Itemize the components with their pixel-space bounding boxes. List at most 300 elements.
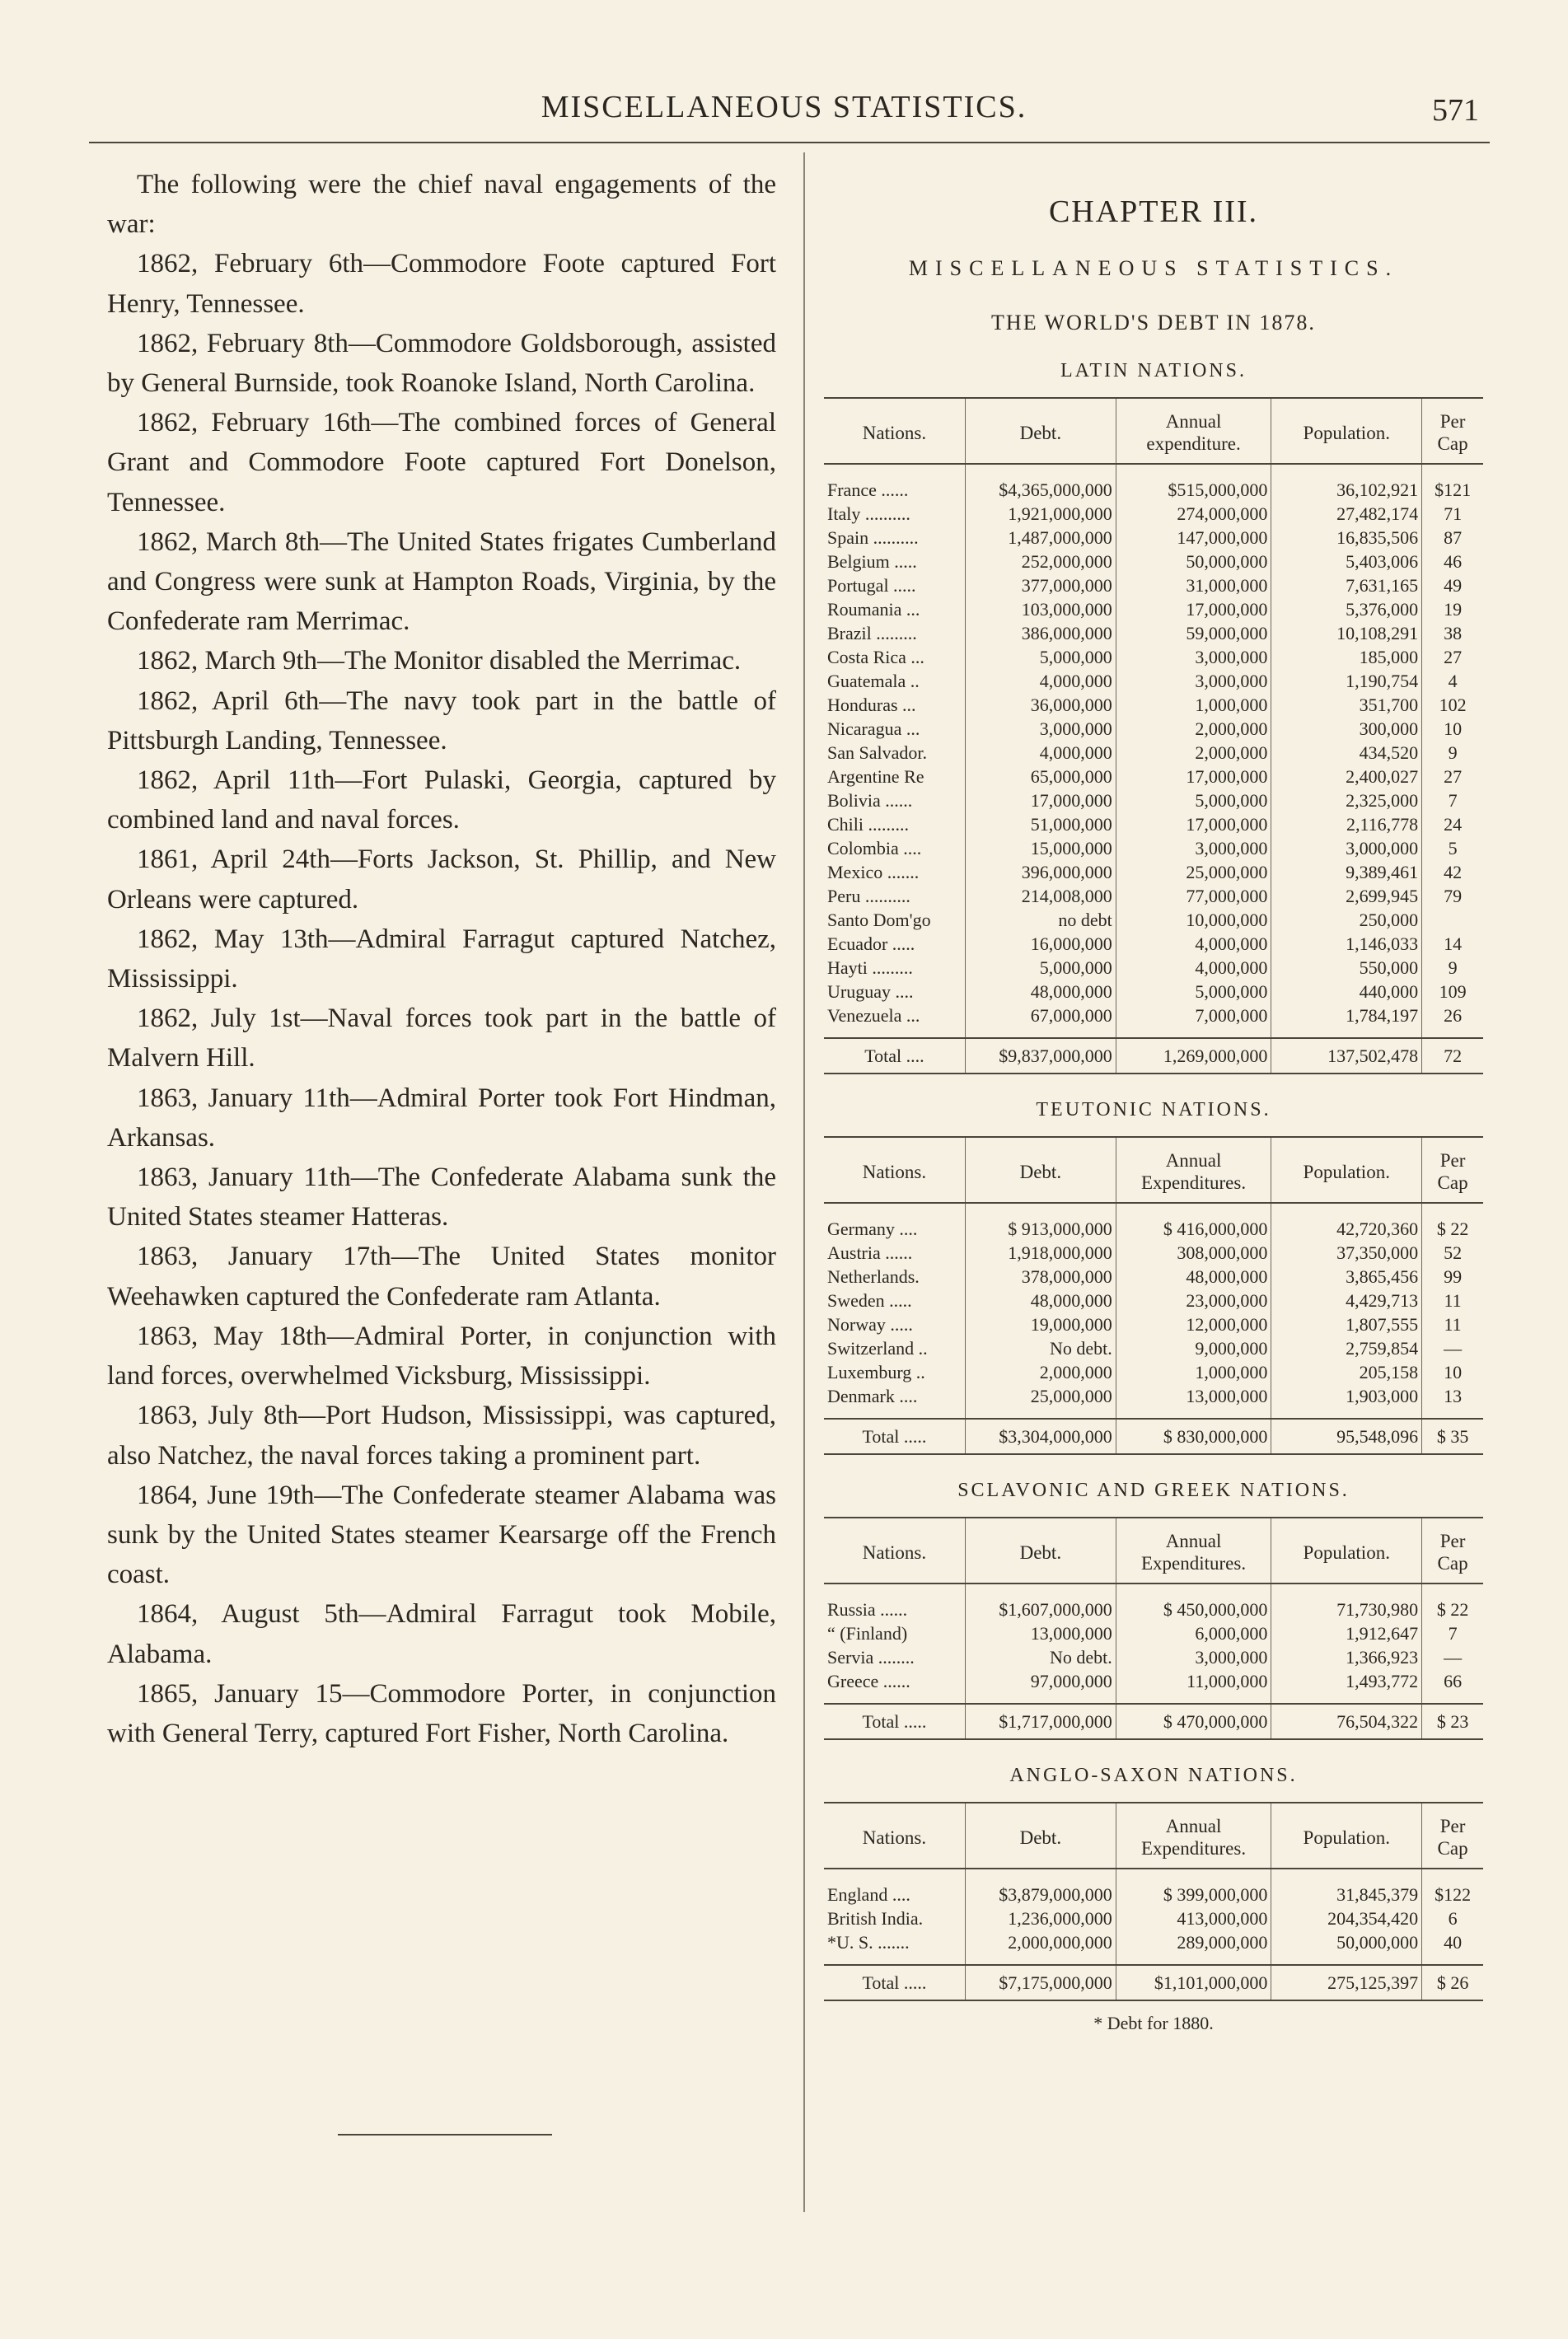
naval-engagements-column [107, 165, 776, 1753]
value-cell: 42 [1422, 860, 1483, 884]
value-cell: 9 [1422, 741, 1483, 765]
value-cell: 87 [1422, 526, 1483, 550]
value-cell: No debt. [965, 1645, 1116, 1669]
total-value: 95,548,096 [1271, 1419, 1422, 1454]
value-cell: 17,000,000 [1116, 812, 1271, 836]
chapter-subtitle: MISCELLANEOUS STATISTICS. [908, 256, 1399, 280]
engagement-entry: 1864, August 5th—Admiral Farragut took Mobile, Alabama. [107, 1599, 776, 1669]
value-cell: 48,000,000 [1116, 1265, 1271, 1289]
value-cell: 10 [1422, 1360, 1483, 1384]
value-cell: 1,903,000 [1271, 1384, 1422, 1419]
debt-title: THE WORLD'S DEBT IN 1878. [991, 311, 1316, 334]
nation-cell: Servia ........ [827, 1647, 915, 1668]
value-cell: 274,000,000 [1116, 502, 1271, 526]
nation-cell: Uruguay .... [827, 981, 914, 1002]
value-cell: 6 [1422, 1906, 1483, 1930]
engagement-entry: 1863, July 8th—Port Hudson, Mississippi, was captured, also Natchez, the naval forces taking a prominent part. [107, 1401, 776, 1471]
column-header: Nations. [824, 1137, 965, 1203]
nation-cell: France ...... [827, 479, 909, 500]
value-cell: 2,699,945 [1271, 884, 1422, 908]
value-cell: $515,000,000 [1116, 464, 1271, 502]
total-value: $1,101,000,000 [1116, 1965, 1271, 2000]
table-row [824, 1621, 1483, 1645]
value-cell: 19,000,000 [965, 1312, 1116, 1336]
value-cell: 1,236,000,000 [965, 1906, 1116, 1930]
nation-cell: England .... [827, 1884, 910, 1905]
total-label: Total ..... [824, 1965, 965, 2000]
total-value: 72 [1422, 1038, 1483, 1074]
table-row [824, 1645, 1483, 1669]
value-cell: 11 [1422, 1289, 1483, 1312]
column-header: Annual Expenditures. [1116, 1803, 1271, 1869]
column-header: Population. [1271, 1518, 1422, 1584]
value-cell: 79 [1422, 884, 1483, 908]
value-cell: 50,000,000 [1271, 1930, 1422, 1965]
table-header-row [824, 1803, 1483, 1869]
column-header: Debt. [965, 1137, 1116, 1203]
value-cell: 27 [1422, 765, 1483, 788]
value-cell: 13 [1422, 1384, 1483, 1419]
value-cell: 26 [1422, 1003, 1483, 1038]
nation-cell: Roumania ... [827, 599, 920, 620]
value-cell: 51,000,000 [965, 812, 1116, 836]
value-cell: 5,000,000 [965, 956, 1116, 980]
nation-cell: *U. S. ....... [827, 1932, 910, 1953]
table-row [824, 621, 1483, 645]
total-value: $1,717,000,000 [965, 1704, 1116, 1739]
value-cell: 3,000,000 [1271, 836, 1422, 860]
nation-cell: Sweden ..... [827, 1290, 912, 1311]
value-cell: 434,520 [1271, 741, 1422, 765]
value-cell: 396,000,000 [965, 860, 1116, 884]
value-cell: 102 [1422, 693, 1483, 717]
value-cell: 10,108,291 [1271, 621, 1422, 645]
value-cell: 185,000 [1271, 645, 1422, 669]
value-cell: 5,000,000 [965, 645, 1116, 669]
value-cell: 3,000,000 [1116, 645, 1271, 669]
value-cell: 103,000,000 [965, 597, 1116, 621]
value-cell: 5,000,000 [1116, 980, 1271, 1003]
nation-cell: Greece ...... [827, 1671, 910, 1691]
table-row [824, 1289, 1483, 1312]
table-row [824, 932, 1483, 956]
table-row [824, 693, 1483, 717]
table-header-row [824, 1518, 1483, 1584]
value-cell: $ 399,000,000 [1116, 1869, 1271, 1906]
nation-cell: Peru .......... [827, 886, 910, 906]
engagement-entry: 1862, February 8th—Commodore Goldsborough, assisted by General Burnside, took Roanoke Island, North Carolina. [107, 328, 776, 399]
value-cell: 4,429,713 [1271, 1289, 1422, 1312]
value-cell: 71 [1422, 502, 1483, 526]
table-row [824, 502, 1483, 526]
value-cell: 550,000 [1271, 956, 1422, 980]
total-row [824, 1419, 1483, 1454]
column-divider [803, 152, 805, 2212]
anglo-saxon-nations-heading: ANGLO-SAXON NATIONS. [1009, 1765, 1298, 1786]
engagement-entry: 1863, January 17th—The United States monitor Weehawken captured the Confederate ram Atlanta. [107, 1242, 776, 1312]
value-cell: $ 22 [1422, 1584, 1483, 1621]
nation-cell: Ecuador ..... [827, 933, 915, 954]
value-cell: 2,116,778 [1271, 812, 1422, 836]
table-row [824, 1003, 1483, 1038]
table-row [824, 1384, 1483, 1419]
value-cell: 59,000,000 [1116, 621, 1271, 645]
value-cell: 3,000,000 [965, 717, 1116, 741]
table-row [824, 1312, 1483, 1336]
total-value: $ 23 [1422, 1704, 1483, 1739]
value-cell: 378,000,000 [965, 1265, 1116, 1289]
total-row [824, 1704, 1483, 1739]
value-cell: 252,000,000 [965, 550, 1116, 573]
column-header: Debt. [965, 1518, 1116, 1584]
value-cell: 77,000,000 [1116, 884, 1271, 908]
column-header: Population. [1271, 1137, 1422, 1203]
value-cell: 36,102,921 [1271, 464, 1422, 502]
header-rule [89, 142, 1490, 143]
column-header: Nations. [824, 1803, 965, 1869]
value-cell: 24 [1422, 812, 1483, 836]
value-cell: 1,784,197 [1271, 1003, 1422, 1038]
value-cell: 14 [1422, 932, 1483, 956]
value-cell: 5,403,006 [1271, 550, 1422, 573]
value-cell: 351,700 [1271, 693, 1422, 717]
table-row [824, 1336, 1483, 1360]
value-cell: 4,000,000 [1116, 956, 1271, 980]
total-value: $ 470,000,000 [1116, 1704, 1271, 1739]
value-cell: 1,146,033 [1271, 932, 1422, 956]
value-cell: 4,000,000 [965, 741, 1116, 765]
table-row [824, 884, 1483, 908]
value-cell: 17,000,000 [1116, 765, 1271, 788]
column-header: Annual expenditure. [1116, 398, 1271, 464]
nation-cell: Portugal ..... [827, 575, 916, 596]
value-cell: $1,607,000,000 [965, 1584, 1116, 1621]
value-cell: 308,000,000 [1116, 1241, 1271, 1265]
value-cell: 1,493,772 [1271, 1669, 1422, 1704]
value-cell: 49 [1422, 573, 1483, 597]
column-header: Annual Expenditures. [1116, 1518, 1271, 1584]
slavonic-nations-heading: SCLAVONIC AND GREEK NATIONS. [957, 1480, 1350, 1501]
value-cell: 3,000,000 [1116, 836, 1271, 860]
table-row [824, 669, 1483, 693]
nation-cell: Honduras ... [827, 695, 916, 715]
value-cell: 31,000,000 [1116, 573, 1271, 597]
engagement-entry: 1864, June 19th—The Confederate steamer Alabama was sunk by the United States steamer Kearsarge off the French coast. [107, 1480, 776, 1590]
value-cell: — [1422, 1645, 1483, 1669]
value-cell: 289,000,000 [1116, 1930, 1271, 1965]
engagement-entry: 1862, July 1st—Naval forces took part in the battle of Malvern Hill. [107, 1003, 776, 1074]
nation-cell: Brazil ......... [827, 623, 917, 643]
nation-cell: Argentine Re [827, 766, 924, 787]
nation-cell: Netherlands. [827, 1266, 920, 1287]
value-cell: 5,000,000 [1116, 788, 1271, 812]
slavonic-nations-table [824, 1517, 1483, 1740]
value-cell: 413,000,000 [1116, 1906, 1271, 1930]
value-cell: 97,000,000 [965, 1669, 1116, 1704]
table-row [824, 1584, 1483, 1621]
value-cell: 377,000,000 [965, 573, 1116, 597]
value-cell: 50,000,000 [1116, 550, 1271, 573]
value-cell: 37,350,000 [1271, 1241, 1422, 1265]
nation-cell: San Salvador. [827, 742, 927, 763]
value-cell: 31,845,379 [1271, 1869, 1422, 1906]
value-cell: 71,730,980 [1271, 1584, 1422, 1621]
value-cell: 17,000,000 [1116, 597, 1271, 621]
value-cell: 11,000,000 [1116, 1669, 1271, 1704]
value-cell: 7 [1422, 788, 1483, 812]
engagement-entry: 1862, March 8th—The United States frigates Cumberland and Congress were sunk at Hampton Roads, Virginia, by the Confederate ram Merrimac. [107, 526, 776, 637]
total-label: Total ..... [824, 1419, 965, 1454]
table-row [824, 717, 1483, 741]
page-number: 571 [1432, 93, 1479, 128]
value-cell: 214,008,000 [965, 884, 1116, 908]
table-row [824, 908, 1483, 932]
column-header: Population. [1271, 1803, 1422, 1869]
value-cell: 205,158 [1271, 1360, 1422, 1384]
nation-cell: Costa Rica ... [827, 647, 924, 667]
nation-cell: British India. [827, 1908, 924, 1929]
value-cell: 2,000,000 [1116, 741, 1271, 765]
value-cell: 9 [1422, 956, 1483, 980]
value-cell: $ 416,000,000 [1116, 1203, 1271, 1241]
value-cell: 5 [1422, 836, 1483, 860]
column-header: Per Cap [1422, 1803, 1483, 1869]
table-row [824, 812, 1483, 836]
total-value: $3,304,000,000 [965, 1419, 1116, 1454]
value-cell: 13,000,000 [965, 1621, 1116, 1645]
table-row [824, 645, 1483, 669]
value-cell: $ 913,000,000 [965, 1203, 1116, 1241]
nation-cell: Luxemburg .. [827, 1362, 925, 1382]
nation-cell: Santo Dom'go [827, 910, 931, 930]
total-value: $9,837,000,000 [965, 1038, 1116, 1074]
value-cell: 1,918,000,000 [965, 1241, 1116, 1265]
value-cell: 3,865,456 [1271, 1265, 1422, 1289]
intro-paragraph: The following were the chief naval engagements of the war: [107, 170, 776, 240]
engagement-entry: 1863, May 18th—Admiral Porter, in conjunction with land forces, overwhelmed Vicksburg, Mississippi. [107, 1321, 776, 1392]
value-cell: 2,325,000 [1271, 788, 1422, 812]
value-cell: 7,000,000 [1116, 1003, 1271, 1038]
value-cell: $121 [1422, 464, 1483, 502]
engagement-entry: 1865, January 15—Commodore Porter, in conjunction with General Terry, captured Fort Fisher, North Carolina. [107, 1678, 776, 1748]
value-cell: 27,482,174 [1271, 502, 1422, 526]
value-cell: 23,000,000 [1116, 1289, 1271, 1312]
total-value: $ 26 [1422, 1965, 1483, 2000]
value-cell: 12,000,000 [1116, 1312, 1271, 1336]
value-cell: no debt [965, 908, 1116, 932]
value-cell: 2,400,027 [1271, 765, 1422, 788]
section-end-rule [338, 2134, 552, 2136]
statistics-column [824, 185, 1483, 2034]
value-cell: $ 450,000,000 [1116, 1584, 1271, 1621]
value-cell: 9,389,461 [1271, 860, 1422, 884]
total-value: $ 35 [1422, 1419, 1483, 1454]
table-row [824, 741, 1483, 765]
engagement-entry: 1862, February 6th—Commodore Foote captured Fort Henry, Tennessee. [107, 249, 776, 319]
column-header: Per Cap [1422, 1137, 1483, 1203]
value-cell: 10,000,000 [1116, 908, 1271, 932]
value-cell: 2,759,854 [1271, 1336, 1422, 1360]
total-value: $7,175,000,000 [965, 1965, 1116, 2000]
value-cell: 2,000,000 [965, 1360, 1116, 1384]
column-header: Per Cap [1422, 1518, 1483, 1584]
table-row [824, 1930, 1483, 1965]
value-cell: 2,000,000,000 [965, 1930, 1116, 1965]
value-cell: 65,000,000 [965, 765, 1116, 788]
engagement-entry: 1863, January 11th—Admiral Porter took Fort Hindman, Arkansas. [107, 1083, 776, 1153]
table-row [824, 573, 1483, 597]
value-cell: 48,000,000 [965, 980, 1116, 1003]
engagement-entry: 1862, March 9th—The Monitor disabled the Merrimac. [137, 646, 742, 676]
table-header-row [824, 1137, 1483, 1203]
value-cell: 40 [1422, 1930, 1483, 1965]
value-cell: 5,376,000 [1271, 597, 1422, 621]
value-cell: 1,487,000,000 [965, 526, 1116, 550]
teutonic-nations-heading: TEUTONIC NATIONS. [1036, 1099, 1271, 1120]
total-value: $ 830,000,000 [1116, 1419, 1271, 1454]
table-row [824, 464, 1483, 502]
value-cell: 42,720,360 [1271, 1203, 1422, 1241]
total-value: 275,125,397 [1271, 1965, 1422, 2000]
total-value: 137,502,478 [1271, 1038, 1422, 1074]
value-cell: 15,000,000 [965, 836, 1116, 860]
nation-cell: Chili ......... [827, 814, 910, 835]
total-row [824, 1038, 1483, 1074]
value-cell: 38 [1422, 621, 1483, 645]
value-cell: 10 [1422, 717, 1483, 741]
nation-cell: Nicaragua ... [827, 718, 920, 739]
value-cell: 16,000,000 [965, 932, 1116, 956]
value-cell: 1,912,647 [1271, 1621, 1422, 1645]
chapter-title: CHAPTER III. [1048, 194, 1259, 229]
value-cell: 19 [1422, 597, 1483, 621]
value-cell: 67,000,000 [965, 1003, 1116, 1038]
value-cell: — [1422, 1336, 1483, 1360]
table-row [824, 597, 1483, 621]
table-row [824, 1869, 1483, 1906]
total-label: Total .... [824, 1038, 965, 1074]
value-cell: 66 [1422, 1669, 1483, 1704]
table-row [824, 836, 1483, 860]
value-cell: 204,354,420 [1271, 1906, 1422, 1930]
value-cell [1422, 908, 1483, 932]
table-row [824, 765, 1483, 788]
engagement-entry: 1863, January 11th—The Confederate Alabama sunk the United States steamer Hatteras. [107, 1162, 776, 1233]
value-cell: 109 [1422, 980, 1483, 1003]
nation-cell: “ (Finland) [827, 1623, 908, 1644]
total-value: 1,269,000,000 [1116, 1038, 1271, 1074]
value-cell: No debt. [965, 1336, 1116, 1360]
table-row [824, 860, 1483, 884]
value-cell: 27 [1422, 645, 1483, 669]
running-head: MISCELLANEOUS STATISTICS. [541, 90, 1027, 124]
value-cell: 2,000,000 [1116, 717, 1271, 741]
value-cell: 13,000,000 [1116, 1384, 1271, 1419]
table-row [824, 526, 1483, 550]
value-cell: 11 [1422, 1312, 1483, 1336]
value-cell: 250,000 [1271, 908, 1422, 932]
value-cell: $3,879,000,000 [965, 1869, 1116, 1906]
total-value: 76,504,322 [1271, 1704, 1422, 1739]
nation-cell: Belgium ..... [827, 551, 917, 572]
engagement-entry: 1861, April 24th—Forts Jackson, St. Phillip, and New Orleans were captured. [107, 844, 776, 915]
nation-cell: Mexico ....... [827, 862, 920, 882]
table-row [824, 1360, 1483, 1384]
column-header: Annual Expenditures. [1116, 1137, 1271, 1203]
value-cell: 6,000,000 [1116, 1621, 1271, 1645]
value-cell: 4 [1422, 669, 1483, 693]
value-cell: 3,000,000 [1116, 1645, 1271, 1669]
nation-cell: Norway ..... [827, 1314, 913, 1335]
value-cell: 1,921,000,000 [965, 502, 1116, 526]
value-cell: 1,000,000 [1116, 693, 1271, 717]
engagement-entry: 1862, April 11th—Fort Pulaski, Georgia, captured by combined land and naval forces. [107, 765, 776, 835]
value-cell: 4,000,000 [965, 669, 1116, 693]
table-header-row [824, 398, 1483, 464]
table-row [824, 956, 1483, 980]
nation-cell: Switzerland .. [827, 1338, 928, 1359]
value-cell: 440,000 [1271, 980, 1422, 1003]
value-cell: 25,000,000 [1116, 860, 1271, 884]
value-cell: 46 [1422, 550, 1483, 573]
value-cell: 17,000,000 [965, 788, 1116, 812]
value-cell: $4,365,000,000 [965, 464, 1116, 502]
nation-cell: Austria ...... [827, 1242, 913, 1263]
column-header: Per Cap [1422, 398, 1483, 464]
value-cell: 3,000,000 [1116, 669, 1271, 693]
anglo-saxon-nations-table [824, 1802, 1483, 2001]
engagement-entry: 1862, April 6th—The navy took part in the battle of Pittsburgh Landing, Tennessee. [107, 685, 776, 755]
value-cell: 147,000,000 [1116, 526, 1271, 550]
value-cell: 99 [1422, 1265, 1483, 1289]
engagement-entry: 1862, May 13th—Admiral Farragut captured Natchez, Mississippi. [107, 924, 776, 994]
value-cell: 1,190,754 [1271, 669, 1422, 693]
value-cell: 386,000,000 [965, 621, 1116, 645]
value-cell: 52 [1422, 1241, 1483, 1265]
column-header: Debt. [965, 1803, 1116, 1869]
column-header: Nations. [824, 398, 965, 464]
table-row [824, 1906, 1483, 1930]
nation-cell: Colombia .... [827, 838, 922, 858]
footnote: * Debt for 1880. [1093, 2013, 1214, 2033]
nation-cell: Hayti ......... [827, 957, 913, 978]
value-cell: 300,000 [1271, 717, 1422, 741]
table-row [824, 550, 1483, 573]
nation-cell: Guatemala .. [827, 671, 920, 691]
column-header: Nations. [824, 1518, 965, 1584]
latin-nations-table [824, 397, 1483, 1074]
value-cell: $ 22 [1422, 1203, 1483, 1241]
column-header: Debt. [965, 398, 1116, 464]
nation-cell: Italy .......... [827, 503, 910, 524]
value-cell: 1,000,000 [1116, 1360, 1271, 1384]
value-cell: 7,631,165 [1271, 573, 1422, 597]
value-cell: 16,835,506 [1271, 526, 1422, 550]
latin-nations-heading: LATIN NATIONS. [1060, 360, 1247, 381]
value-cell: 1,366,923 [1271, 1645, 1422, 1669]
teutonic-nations-table [824, 1136, 1483, 1455]
column-header: Population. [1271, 398, 1422, 464]
value-cell: $122 [1422, 1869, 1483, 1906]
value-cell: 48,000,000 [965, 1289, 1116, 1312]
table-row [824, 980, 1483, 1003]
table-row [824, 1669, 1483, 1704]
value-cell: 1,807,555 [1271, 1312, 1422, 1336]
nation-cell: Denmark .... [827, 1386, 918, 1406]
total-label: Total ..... [824, 1704, 965, 1739]
value-cell: 7 [1422, 1621, 1483, 1645]
value-cell: 4,000,000 [1116, 932, 1271, 956]
